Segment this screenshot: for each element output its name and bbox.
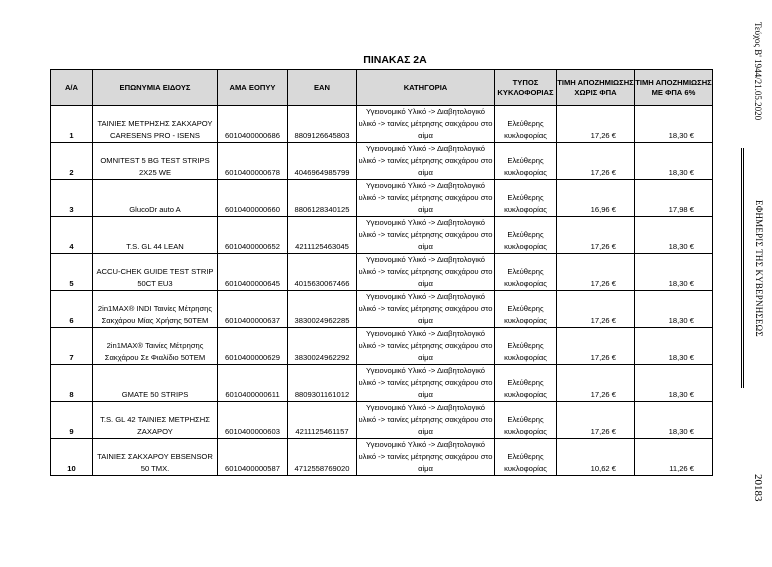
- col-header-category: ΚΑΤΗΓΟΡΙΑ: [357, 70, 495, 106]
- ean-code: 4015630067466: [288, 254, 357, 291]
- category-cell: Υγειονομικό Υλικό -> Διαβητολογικό υλικό -> ταινίες μέτρησης σακχάρου στο αίμα: [357, 254, 495, 291]
- ean-code: 4712558769020: [288, 439, 357, 476]
- price-with-vat: 18,30 €: [635, 254, 713, 291]
- price-no-vat: 10,62 €: [557, 439, 635, 476]
- distribution-type: Ελεύθερης κυκλοφορίας: [495, 180, 557, 217]
- eopyy-code: 6010400000678: [218, 143, 288, 180]
- price-with-vat: 11,26 €: [635, 439, 713, 476]
- eopyy-code: 6010400000660: [218, 180, 288, 217]
- col-header-ean: ΕΑΝ: [288, 70, 357, 106]
- ean-code: 8809126645803: [288, 106, 357, 143]
- row-number: 4: [51, 217, 93, 254]
- journal-name: ΕΦΗΜΕΡΙΣ ΤΗΣ ΚΥΒΕΡΝΗΣΕΩΣ: [754, 200, 764, 337]
- product-name: T.S. GL 44 LEAN: [93, 217, 218, 254]
- category-cell: Υγειονομικό Υλικό -> Διαβητολογικό υλικό -> ταινίες μέτρησης σακχάρου στο αίμα: [357, 106, 495, 143]
- price-with-vat: 18,30 €: [635, 402, 713, 439]
- price-with-vat: 18,30 €: [635, 291, 713, 328]
- eopyy-code: 6010400000603: [218, 402, 288, 439]
- page-number: 20183: [752, 474, 764, 502]
- distribution-type: Ελεύθερης κυκλοφορίας: [495, 106, 557, 143]
- col-header-type: ΤΥΠΟΣ ΚΥΚΛΟΦΟΡΙΑΣ: [495, 70, 557, 106]
- margin-rule: [741, 148, 742, 388]
- price-no-vat: 16,96 €: [557, 180, 635, 217]
- table-row: [51, 365, 713, 402]
- ean-code: 3830024962292: [288, 328, 357, 365]
- price-with-vat: 18,30 €: [635, 328, 713, 365]
- price-no-vat: 17,26 €: [557, 254, 635, 291]
- distribution-type: Ελεύθερης κυκλοφορίας: [495, 291, 557, 328]
- price-with-vat: 18,30 €: [635, 217, 713, 254]
- table-title: ΠΙΝΑΚΑΣ 2Α: [363, 54, 427, 66]
- table-row: [51, 106, 713, 143]
- product-name: 2in1MAX® Ταινίες Μέτρησης Σακχάρου Σε Φιαλίδιο 50TEM: [93, 328, 218, 365]
- eopyy-code: 6010400000637: [218, 291, 288, 328]
- table-row: [51, 328, 713, 365]
- price-no-vat: 17,26 €: [557, 106, 635, 143]
- col-header-name: ΕΠΩΝΥΜΙΑ ΕΙΔΟΥΣ: [93, 70, 218, 106]
- table-row: [51, 254, 713, 291]
- product-name: ΤΑΙΝΙΕΣ ΜΕΤΡΗΣΗΣ ΣΑΚΧΑΡΟΥ CARESENS PRO - ISENS: [93, 106, 218, 143]
- row-number: 8: [51, 365, 93, 402]
- price-with-vat: 18,30 €: [635, 365, 713, 402]
- distribution-type: Ελεύθερης κυκλοφορίας: [495, 328, 557, 365]
- table-row: [51, 143, 713, 180]
- col-header-code: ΑΜΑ ΕΟΠΥΥ: [218, 70, 288, 106]
- distribution-type: Ελεύθερης κυκλοφορίας: [495, 402, 557, 439]
- table-row: [51, 402, 713, 439]
- ean-code: 4046964985799: [288, 143, 357, 180]
- ean-code: 8809301161012: [288, 365, 357, 402]
- price-with-vat: 17,98 €: [635, 180, 713, 217]
- eopyy-code: 6010400000652: [218, 217, 288, 254]
- product-name: 2in1MAX® INDI Ταινίες Μέτρησης Σακχάρου Μίας Χρήσης 50TEM: [93, 291, 218, 328]
- table-row: [51, 291, 713, 328]
- price-no-vat: 17,26 €: [557, 217, 635, 254]
- price-with-vat: 18,30 €: [635, 143, 713, 180]
- category-cell: Υγειονομικό Υλικό -> Διαβητολογικό υλικό -> ταινίες μέτρησης σακχάρου στο αίμα: [357, 439, 495, 476]
- product-name: OMNITEST 5 BG TEST STRIPS 2X25 WE: [93, 143, 218, 180]
- eopyy-code: 6010400000645: [218, 254, 288, 291]
- distribution-type: Ελεύθερης κυκλοφορίας: [495, 217, 557, 254]
- price-no-vat: 17,26 €: [557, 402, 635, 439]
- distribution-type: Ελεύθερης κυκλοφορίας: [495, 254, 557, 291]
- col-header-price-no-vat: ΤΙΜΗ ΑΠΟΖΗΜΙΩΣΗΣ ΧΩΡΙΣ ΦΠΑ: [557, 70, 635, 106]
- ean-code: 8806128340125: [288, 180, 357, 217]
- price-no-vat: 17,26 €: [557, 143, 635, 180]
- category-cell: Υγειονομικό Υλικό -> Διαβητολογικό υλικό -> ταινίες μέτρησης σακχάρου στο αίμα: [357, 402, 495, 439]
- category-cell: Υγειονομικό Υλικό -> Διαβητολογικό υλικό -> ταινίες μέτρησης σακχάρου στο αίμα: [357, 143, 495, 180]
- ean-code: 3830024962285: [288, 291, 357, 328]
- issue-line: Τεύχος Β' 1944/21.05.2020: [753, 22, 763, 121]
- category-cell: Υγειονομικό Υλικό -> Διαβητολογικό υλικό -> ταινίες μέτρησης σακχάρου στο αίμα: [357, 291, 495, 328]
- distribution-type: Ελεύθερης κυκλοφορίας: [495, 365, 557, 402]
- product-name: GMATE 50 STRIPS: [93, 365, 218, 402]
- row-number: 5: [51, 254, 93, 291]
- price-no-vat: 17,26 €: [557, 365, 635, 402]
- table-row: [51, 217, 713, 254]
- category-cell: Υγειονομικό Υλικό -> Διαβητολογικό υλικό -> ταινίες μέτρησης σακχάρου στο αίμα: [357, 365, 495, 402]
- product-name: ΤΑΙΝΙΕΣ ΣΑΚΧΑΡΟΥ EBSENSOR 50 TMX.: [93, 439, 218, 476]
- price-with-vat: 18,30 €: [635, 106, 713, 143]
- product-name: GlucoDr auto A: [93, 180, 218, 217]
- eopyy-code: 6010400000629: [218, 328, 288, 365]
- distribution-type: Ελεύθερης κυκλοφορίας: [495, 439, 557, 476]
- product-name: T.S. GL 42 ΤΑΙΝΙΕΣ ΜΕΤΡΗΣΗΣ ΖΑΧΑΡΟΥ: [93, 402, 218, 439]
- eopyy-code: 6010400000611: [218, 365, 288, 402]
- eopyy-code: 6010400000587: [218, 439, 288, 476]
- table-row: [51, 439, 713, 476]
- category-cell: Υγειονομικό Υλικό -> Διαβητολογικό υλικό -> ταινίες μέτρησης σακχάρου στο αίμα: [357, 328, 495, 365]
- row-number: 7: [51, 328, 93, 365]
- row-number: 6: [51, 291, 93, 328]
- distribution-type: Ελεύθερης κυκλοφορίας: [495, 143, 557, 180]
- row-number: 1: [51, 106, 93, 143]
- ean-code: 4211125463045: [288, 217, 357, 254]
- eopyy-code: 6010400000686: [218, 106, 288, 143]
- col-header-price-vat: ΤΙΜΗ ΑΠΟΖΗΜΙΩΣΗΣ ΜΕ ΦΠΑ 6%: [635, 70, 713, 106]
- header-row: [51, 70, 713, 106]
- row-number: 9: [51, 402, 93, 439]
- col-header-aa: Α/Α: [51, 70, 93, 106]
- margin-rule: [743, 148, 744, 388]
- price-no-vat: 17,26 €: [557, 328, 635, 365]
- table-row: [51, 180, 713, 217]
- row-number: 2: [51, 143, 93, 180]
- row-number: 10: [51, 439, 93, 476]
- price-no-vat: 17,26 €: [557, 291, 635, 328]
- row-number: 3: [51, 180, 93, 217]
- product-name: ACCU-CHEK GUIDE TEST STRIP 50CT EU3: [93, 254, 218, 291]
- ean-code: 4211125461157: [288, 402, 357, 439]
- category-cell: Υγειονομικό Υλικό -> Διαβητολογικό υλικό -> ταινίες μέτρησης σακχάρου στο αίμα: [357, 180, 495, 217]
- products-table: [50, 69, 713, 476]
- category-cell: Υγειονομικό Υλικό -> Διαβητολογικό υλικό -> ταινίες μέτρησης σακχάρου στο αίμα: [357, 217, 495, 254]
